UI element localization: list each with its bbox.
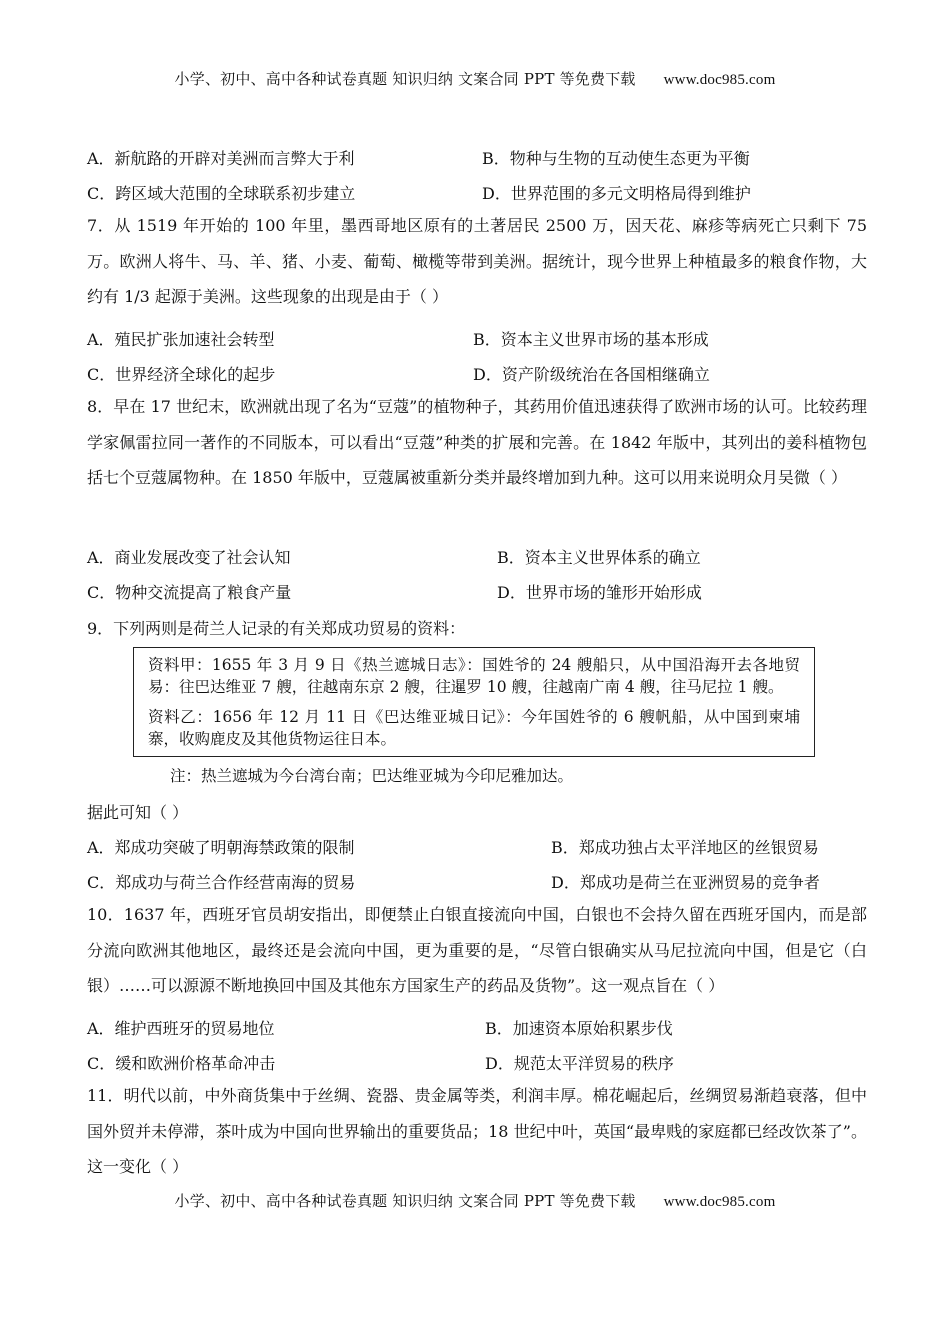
q7-option-c: C．世界经济全球化的起步 [87,365,276,384]
header-text: 小学、初中、高中各种试卷真题 知识归纳 文案合同 PPT 等免费下载 [174,70,636,88]
q10-option-c: C．缓和欧洲价格革命冲击 [87,1054,276,1073]
header-url[interactable]: www.doc985.com [663,72,776,88]
footer-url[interactable]: www.doc985.com [663,1194,776,1210]
q9-option-a: A．郑成功突破了明朝海禁政策的限制 [87,838,355,857]
q9-option-c: C．郑成功与荷兰合作经营南海的贸易 [87,873,356,892]
q9-note: 注：热兰遮城为今台湾台南；巴达维亚城为今印尼雅加达。 [170,767,574,785]
q6-option-d: D．世界范围的多元文明格局得到维护 [482,184,751,203]
page-footer [0,1190,950,1211]
q9-ask: 据此可知（ ） [87,803,189,822]
q9-material-a: 资料甲：1655 年 3 月 9 日《热兰遮城日志》：国姓爷的 24 艘船只，从中国沿海开去各地贸易：往巴达维亚 7 艘，往越南东京 2 艘，往暹罗 10 艘，往越南广南 4 艘，往马尼拉 1 艘。 [148,656,800,696]
q7-option-b: B．资本主义世界市场的基本形成 [473,330,709,349]
page-header [0,68,950,89]
q8-option-a: A．商业发展改变了社会认知 [87,548,291,567]
q8-option-b: B．资本主义世界体系的确立 [497,548,701,567]
q11-stem: 11．明代以前，中外商货集中于丝绸、瓷器、贵金属等类，利润丰厚。棉花崛起后，丝绸贸易渐趋衰落，但中国外贸并未停滞，茶叶成为中国向世界输出的重要货品；18 世纪中叶，英国“最卑贱的家庭都已经改饮茶了”。这一变化（ ） [87,1086,867,1176]
q9-material-b: 资料乙：1656 年 12 月 11 日《巴达维亚城日记》：今年国姓爷的 6 艘帆船，从中国到柬埔寨，收购鹿皮及其他货物运往日本。 [148,708,800,748]
q6-option-a: A．新航路的开辟对美洲而言弊大于利 [87,149,355,168]
q7-option-d: D．资产阶级统治在各国相继确立 [473,365,710,384]
q9-materials-box [133,647,815,757]
q9-option-b: B．郑成功独占太平洋地区的丝银贸易 [551,838,819,857]
footer-text: 小学、初中、高中各种试卷真题 知识归纳 文案合同 PPT 等免费下载 [174,1192,636,1210]
q9-option-d: D．郑成功是荷兰在亚洲贸易的竞争者 [551,873,820,892]
q10-option-b: B．加速资本原始积累步伐 [485,1019,673,1038]
q6-option-c: C．跨区域大范围的全球联系初步建立 [87,184,356,203]
q10-option-a: A．维护西班牙的贸易地位 [87,1019,275,1038]
q10-option-d: D．规范太平洋贸易的秩序 [485,1054,674,1073]
q7-option-a: A．殖民扩张加速社会转型 [87,330,275,349]
q8-stem: 8．早在 17 世纪末，欧洲就出现了名为“豆蔻”的植物种子，其药用价值迅速获得了欧洲市场的认可。比较药理学家佩雷拉同一著作的不同版本，可以看出“豆蔻”种类的扩展和完善。在 1842 年版中，其列出的姜科植物包括七个豆蔻属物种。在 1850 年版中，豆蔻属被重新分类并最终增加到九种。这可以用来说明众月吴微（ ） [87,397,867,487]
q9-stem: 9．下列两则是荷兰人记录的有关郑成功贸易的资料： [87,619,466,638]
q8-option-c: C．物种交流提高了粮食产量 [87,583,292,602]
q10-stem: 10．1637 年，西班牙官员胡安指出，即便禁止白银直接流向中国，白银也不会持久留在西班牙国内，而是部分流向欧洲其他地区，最终还是会流向中国，更为重要的是，“尽管白银确实从马尼拉流向中国，但是它（白银）……可以源源不断地换回中国及其他东方国家生产的药品及货物”。这一观点旨在（ ） [87,905,867,995]
q8-option-d: D．世界市场的雏形开始形成 [497,583,702,602]
q7-stem: 7．从 1519 年开始的 100 年里，墨西哥地区原有的土著居民 2500 万，因天花、麻疹等病死亡只剩下 75 万。欧洲人将牛、马、羊、猪、小麦、葡萄、橄榄等带到美洲。据统计，现今世界上种植最多的粮食作物，大约有 1/3 起源于美洲。这些现象的出现是由于（ ） [87,216,867,306]
q6-option-b: B．物种与生物的互动使生态更为平衡 [482,149,750,168]
